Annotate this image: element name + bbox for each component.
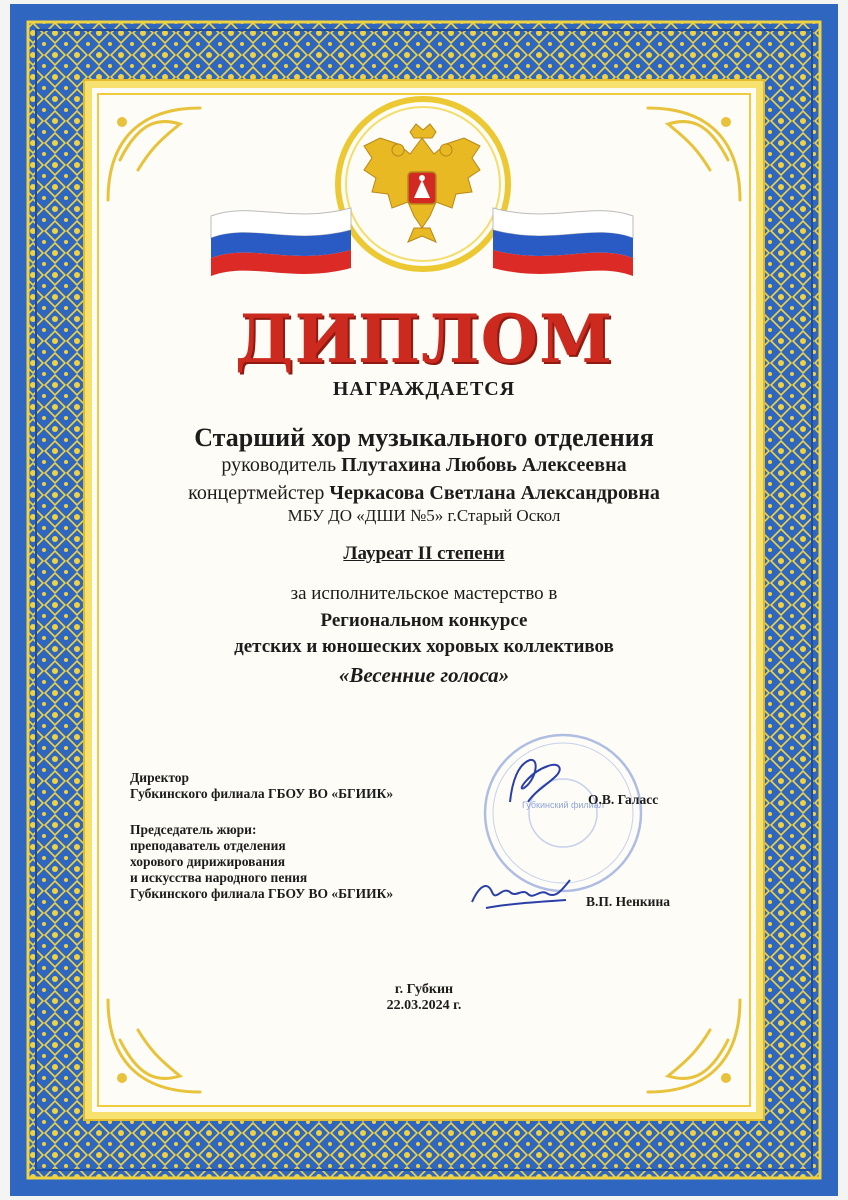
diploma-title: ДИПЛОМ (234, 300, 614, 378)
russian-coat-of-arms-icon (358, 118, 488, 248)
russian-flag-left-icon (206, 196, 356, 276)
leader-name: Плутахина Любовь Алексеевна (341, 454, 627, 476)
accompanist-name: Черкасова Светлана Александровна (329, 482, 660, 504)
issue-date: 22.03.2024 г. (386, 998, 462, 1013)
school-name: МБУ ДО «ДШИ №5» г.Старый Оскол (287, 506, 561, 525)
director-name: О.В. Галасс (588, 792, 659, 807)
award-degree-text: Лауреат II степени (343, 543, 505, 564)
accompanist-prefix: концертмейстер (188, 482, 325, 504)
stamp-text: Губкинский филиал (522, 800, 604, 810)
issue-city: г. Губкин (394, 982, 454, 997)
jury-name: В.П. Ненкина (586, 894, 670, 909)
jury-block (130, 822, 393, 902)
director-org: Губкинского филиала ГБОУ ВО «БГИИК» (130, 786, 394, 801)
recipient-name: Старший хор музыкального отделения (194, 423, 654, 452)
accompanist-line (0, 482, 848, 505)
awarded-heading: НАГРАЖДАЕТСЯ (332, 378, 516, 400)
director-signature (500, 752, 580, 812)
jury-signature (466, 872, 576, 918)
contest-name: «Весенние голоса» (338, 663, 510, 687)
contest-line-2: детских и юношеских хоровых коллективов (234, 636, 614, 657)
leader-prefix: руководитель (221, 454, 337, 476)
russian-flag-right-icon (488, 196, 638, 276)
jury-title: Председатель жюри: (130, 822, 257, 837)
jury-line-3: и искусства народного пения (130, 870, 308, 885)
jury-line-1: преподаватель отделения (130, 838, 286, 853)
award-reason: за исполнительское мастерство в (290, 583, 558, 604)
director-title: Директор (130, 770, 190, 785)
jury-line-2: хорового дирижирования (130, 854, 286, 869)
leader-line (0, 454, 848, 477)
award-degree (0, 543, 848, 565)
jury-org: Губкинского филиала ГБОУ ВО «БГИИК» (130, 886, 394, 901)
contest-line-1: Региональном конкурсе (320, 610, 528, 631)
director-block (130, 770, 393, 802)
